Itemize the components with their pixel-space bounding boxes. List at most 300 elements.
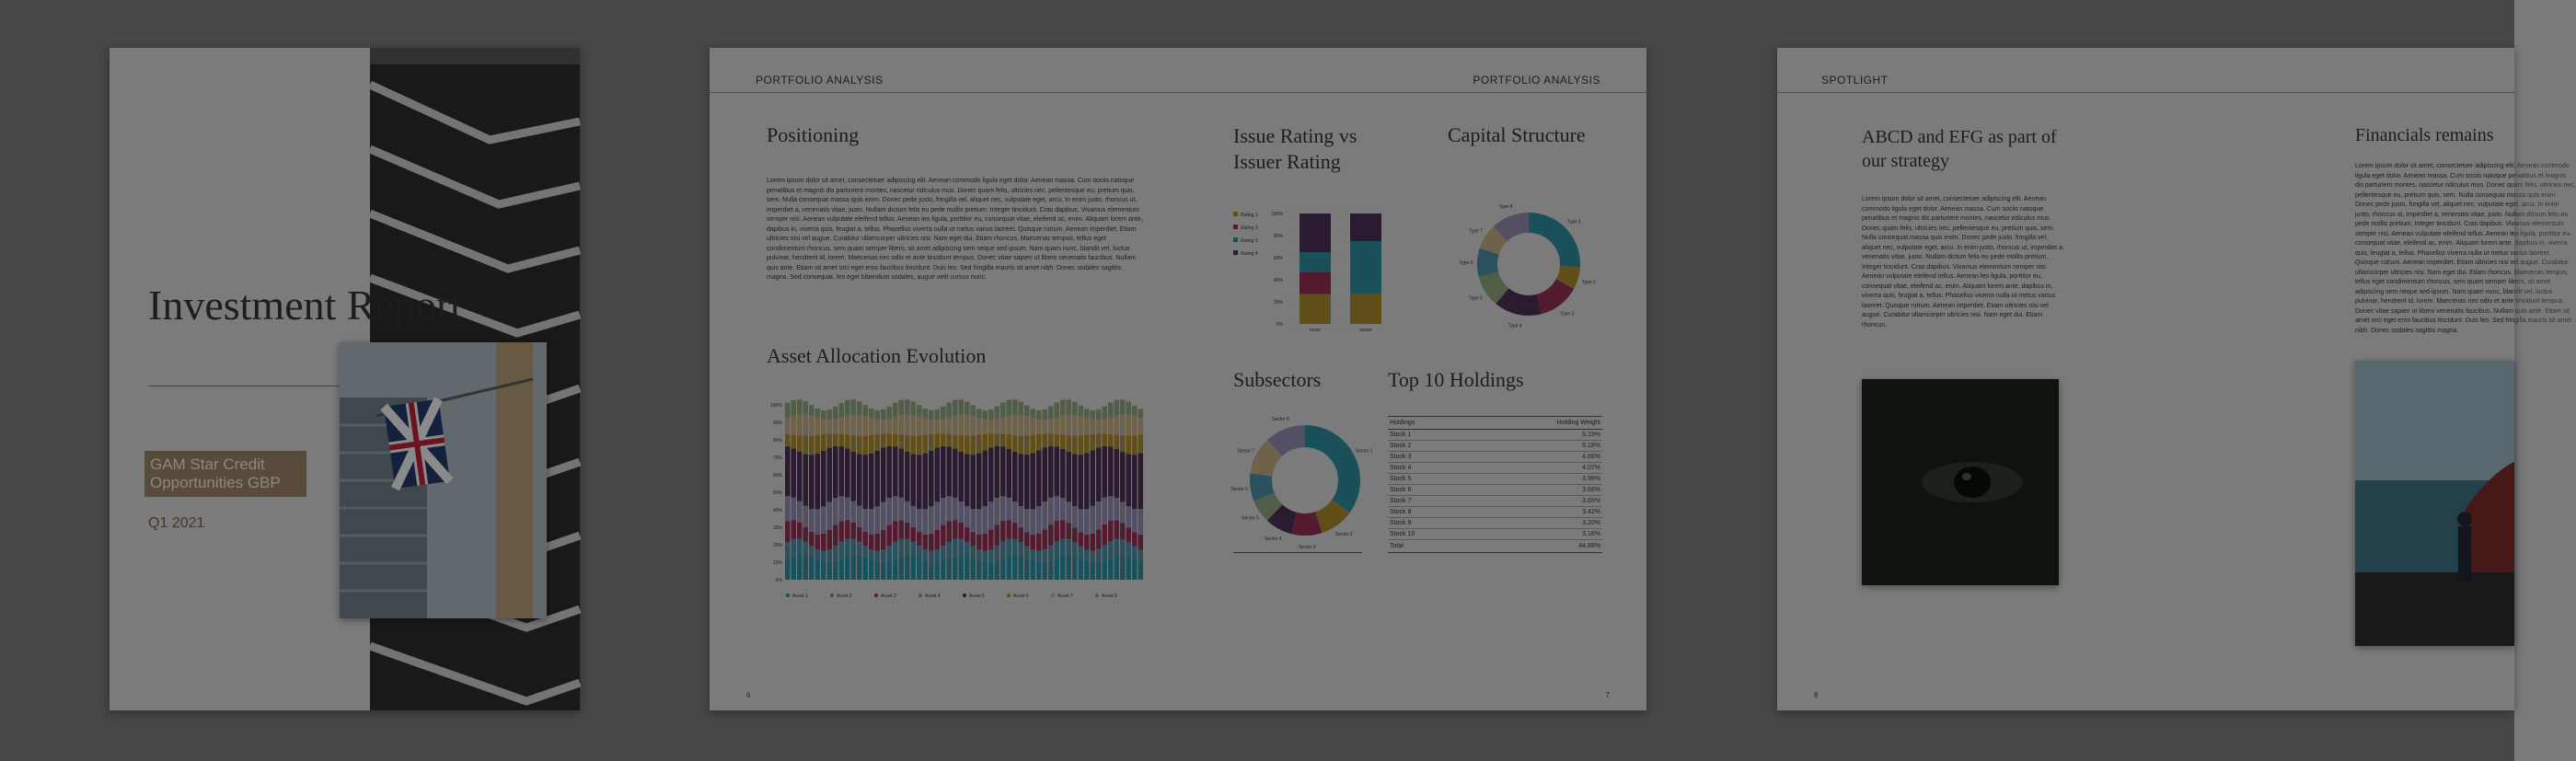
subsectors-title: Subsectors: [1233, 368, 1322, 391]
area-segment: [1108, 434, 1114, 447]
area-segment: [809, 546, 814, 558]
slice-label: Sector 6: [1230, 487, 1248, 493]
area-segment: [1132, 509, 1138, 532]
area-segment: [1103, 406, 1108, 419]
area-segment: [1012, 539, 1018, 556]
area-segment: [1091, 534, 1096, 551]
area-segment: [1072, 402, 1078, 415]
area-segment: [911, 435, 917, 454]
area-segment: [971, 509, 976, 532]
legend-label: Asset 7: [1057, 594, 1073, 599]
area-segment: [809, 435, 814, 455]
area-segment: [1024, 546, 1030, 558]
area-segment: [827, 448, 833, 502]
spotlight-header: SPOTLIGHT: [1821, 74, 1889, 86]
area-segment: [803, 415, 809, 436]
area-segment: [1115, 556, 1120, 580]
area-segment: [917, 416, 922, 435]
area-segment: [1048, 546, 1054, 561]
area-segment: [827, 530, 833, 549]
holdings-total-value: 44.88%: [1578, 543, 1600, 549]
area-segment: [1048, 560, 1054, 580]
legend-swatch: [830, 594, 834, 597]
area-segment: [857, 542, 862, 556]
bar-segment: [1350, 213, 1381, 241]
area-segment: [1067, 523, 1072, 539]
legend-swatch: [1095, 594, 1099, 597]
area-segment: [797, 502, 803, 523]
legend-label: Asset 2: [837, 594, 852, 599]
area-segment: [785, 496, 791, 521]
y-tick-label: 50%: [772, 490, 782, 496]
area-segment: [1115, 539, 1120, 557]
area-segment: [1120, 502, 1126, 523]
area-segment: [863, 435, 869, 455]
area-segment: [941, 498, 946, 525]
area-segment: [887, 498, 893, 525]
spotlight-header-rule: [1777, 92, 2514, 93]
area-segment: [976, 560, 982, 580]
area-segment: [833, 546, 838, 560]
area-segment: [1120, 415, 1126, 436]
area-segment: [1012, 555, 1018, 580]
area-segment: [947, 542, 953, 559]
area-segment: [1043, 433, 1048, 447]
legend-swatch: [1233, 250, 1238, 255]
area-segment: [1072, 506, 1078, 527]
area-segment: [988, 433, 994, 447]
area-segment: [1036, 551, 1042, 562]
area-segment: [995, 546, 1000, 561]
slice-label: Sector 2: [1335, 532, 1353, 538]
holding-weight: 4.66%: [1582, 454, 1600, 460]
area-segment: [821, 551, 826, 562]
area-segment: [881, 409, 886, 420]
area-segment: [988, 447, 994, 502]
area-segment: [869, 454, 874, 510]
area-segment: [1072, 435, 1078, 454]
area-segment: [1031, 509, 1036, 535]
area-segment: [1132, 406, 1138, 417]
area-segment: [893, 403, 898, 418]
area-segment: [881, 448, 886, 502]
area-segment: [1048, 407, 1054, 420]
area-segment: [785, 542, 791, 559]
area-segment: [1024, 509, 1030, 532]
holdings-row: [1388, 529, 1602, 540]
area-segment: [1055, 417, 1060, 433]
area-segment: [845, 539, 850, 557]
area-segment: [1055, 559, 1060, 580]
slice-label: Type 4: [1507, 323, 1522, 329]
y-tick-label: 20%: [1273, 300, 1283, 306]
area-segment: [1031, 535, 1036, 550]
area-segment: [917, 509, 922, 532]
area-segment: [809, 405, 814, 416]
area-segment: [1115, 416, 1120, 435]
y-tick-label: 0%: [1276, 322, 1283, 328]
area-segment: [887, 433, 893, 446]
area-segment: [935, 433, 941, 447]
area-segment: [1036, 450, 1042, 505]
area-segment: [899, 416, 905, 435]
area-segment: [1096, 529, 1102, 548]
area-segment: [1126, 556, 1132, 580]
area-segment: [1120, 523, 1126, 539]
area-segment: [827, 433, 833, 447]
area-segment: [869, 435, 874, 454]
area-segment: [953, 400, 958, 416]
area-segment: [917, 558, 922, 580]
area-segment: [833, 525, 838, 547]
holding-name: Stock 10: [1390, 531, 1415, 537]
area-segment: [869, 418, 874, 435]
area-segment: [863, 416, 869, 435]
legend-label: Rating 2: [1241, 225, 1258, 231]
area-segment: [1079, 416, 1084, 435]
area-segment: [905, 452, 910, 502]
legend-label: Asset 1: [792, 594, 808, 599]
y-tick-label: 20%: [772, 543, 782, 548]
bar-segment: [1300, 294, 1331, 324]
area-segment: [953, 416, 958, 435]
area-segment: [1103, 560, 1108, 580]
holdings-total-label: Total: [1390, 543, 1404, 549]
area-segment: [1079, 455, 1084, 509]
area-segment: [1138, 418, 1144, 434]
slice-label: Sector 4: [1265, 536, 1282, 543]
area-segment: [1007, 449, 1012, 498]
area-segment: [965, 506, 970, 527]
area-segment: [953, 498, 958, 520]
area-segment: [785, 418, 791, 434]
area-segment: [1084, 535, 1090, 550]
bar-segment: [1350, 241, 1381, 294]
y-tick-label: 80%: [1273, 234, 1283, 239]
area-segment: [785, 559, 791, 580]
area-segment: [1138, 560, 1144, 580]
holding-name: Stock 7: [1390, 498, 1412, 504]
area-segment: [803, 454, 809, 505]
area-segment: [839, 434, 845, 446]
area-segment: [893, 434, 898, 446]
area-segment: [821, 420, 826, 434]
area-segment: [839, 496, 845, 521]
area-segment: [1126, 542, 1132, 556]
area-segment: [995, 525, 1000, 546]
eye-image: [1862, 379, 2059, 585]
area-segment: [983, 410, 988, 420]
area-segment: [851, 452, 857, 502]
area-segment: [1060, 400, 1066, 416]
area-segment: [1019, 556, 1024, 580]
area-segment: [1091, 420, 1096, 434]
area-segment: [995, 446, 1000, 498]
area-segment: [995, 433, 1000, 446]
area-segment: [947, 559, 953, 580]
area-segment: [1108, 417, 1114, 433]
area-segment: [815, 549, 821, 559]
area-segment: [791, 448, 797, 497]
area-segment: [863, 455, 869, 509]
area-segment: [1060, 449, 1066, 498]
area-segment: [1120, 452, 1126, 502]
area-segment: [1055, 446, 1060, 496]
area-segment: [1115, 400, 1120, 416]
slice-label: Type 8: [1498, 203, 1513, 210]
slice-label: Sector 7: [1237, 448, 1255, 455]
holding-weight: 3.68%: [1582, 487, 1600, 493]
area-segment: [1036, 506, 1042, 534]
area-segment: [815, 560, 821, 580]
holding-name: Stock 3: [1390, 454, 1412, 460]
area-segment: [941, 525, 946, 546]
area-segment: [1024, 406, 1030, 417]
area-segment: [1031, 418, 1036, 434]
area-segment: [1019, 506, 1024, 527]
area-segment: [929, 534, 934, 551]
area-segment: [845, 498, 850, 521]
area-segment: [1000, 541, 1006, 559]
area-segment: [857, 527, 862, 542]
area-segment: [1000, 496, 1006, 521]
area-segment: [875, 420, 881, 434]
area-segment: [1091, 434, 1096, 451]
area-segment: [875, 410, 881, 420]
rating-chart: [1233, 195, 1417, 342]
legend-label: Rating 1: [1241, 213, 1258, 218]
holdings-header-row: [1388, 417, 1602, 430]
area-segment: [815, 435, 821, 454]
holding-weight: 5.18%: [1582, 443, 1600, 449]
area-segment: [797, 523, 803, 539]
area-segment: [1084, 453, 1090, 509]
slice-label: Type 2: [1581, 279, 1596, 285]
area-segment: [881, 530, 886, 549]
area-segment: [857, 454, 862, 505]
area-segment: [881, 562, 886, 580]
area-segment: [983, 451, 988, 507]
area-segment: [1132, 532, 1138, 546]
area-segment: [1055, 402, 1060, 417]
area-segment: [821, 451, 826, 507]
area-segment: [1067, 555, 1072, 580]
report-title: Investment Report: [148, 282, 463, 329]
area-segment: [815, 509, 821, 534]
area-segment: [1079, 406, 1084, 417]
area-segment: [899, 449, 905, 498]
area-segment: [803, 542, 809, 556]
area-segment: [1103, 446, 1108, 498]
holding-weight: 3.16%: [1582, 531, 1600, 537]
area-segment: [935, 549, 941, 562]
seaside-image: [2355, 361, 2514, 646]
area-segment: [923, 509, 929, 535]
area-segment: [851, 435, 857, 452]
area-segment: [947, 403, 953, 418]
area-segment: [1115, 434, 1120, 448]
holding-weight: 3.99%: [1582, 476, 1600, 482]
legend-label: Asset 3: [881, 594, 896, 599]
area-segment: [1012, 399, 1018, 414]
area-segment: [851, 523, 857, 539]
area-segment: [845, 520, 850, 539]
area-segment: [893, 542, 898, 559]
area-segment: [797, 539, 803, 556]
area-segment: [803, 527, 809, 542]
area-segment: [1091, 506, 1096, 534]
fund-name-badge: GAM Star Credit Opportunities GBP: [144, 451, 306, 497]
area-segment: [976, 509, 982, 535]
area-segment: [1055, 496, 1060, 521]
right-header: PORTFOLIO ANALYSIS: [1473, 74, 1600, 86]
portfolio-analysis-spread: [710, 48, 1646, 710]
area-segment: [815, 454, 821, 510]
area-segment: [941, 407, 946, 420]
area-segment: [821, 506, 826, 534]
area-segment: [893, 496, 898, 521]
donut-slice: [1305, 425, 1360, 513]
area-segment: [791, 539, 797, 557]
area-segment: [959, 399, 965, 414]
area-segment: [815, 535, 821, 549]
area-segment: [797, 435, 803, 452]
area-segment: [911, 542, 917, 556]
area-segment: [1067, 539, 1072, 556]
area-segment: [893, 418, 898, 434]
area-segment: [953, 434, 958, 448]
area-segment: [1000, 559, 1006, 580]
area-segment: [1067, 502, 1072, 523]
y-tick-label: 80%: [772, 438, 782, 444]
area-segment: [935, 420, 941, 433]
area-segment: [893, 446, 898, 496]
area-segment: [959, 415, 965, 435]
area-segment: [947, 446, 953, 496]
seaside-photo: [2355, 361, 2514, 646]
area-segment: [809, 455, 814, 509]
area-segment: [833, 419, 838, 433]
area-segment: [976, 435, 982, 454]
area-segment: [905, 415, 910, 435]
area-segment: [839, 521, 845, 541]
area-segment: [983, 434, 988, 451]
area-segment: [1000, 418, 1006, 434]
area-segment: [983, 506, 988, 534]
area-segment: [791, 520, 797, 539]
area-segment: [869, 560, 874, 580]
area-segment: [881, 420, 886, 433]
area-segment: [1126, 527, 1132, 542]
spotlight-text: Lorem ipsum dolor sit amet, consectetuer adipiscing elit. Aenean commodo ligula eget dolor. Aenean massa. Cum sociis natoque penatibus et magnis dis parturient montes, nascetur ridiculus mus. Donec quam felis, ultricies nec, pellentesque eu, pretium quis, sem. Nulla consequat massa quis enim. Donec pede justo, fringilla vel, aliquet nec, vulputate eget, arcu. In enim justo, rhoncus ut, imperdiet a, venenatis vitae, justo. Nullam dictum felis eu pede mollis pretium. Integer tincidunt. Cras dapibus. Vivamus elementum semper nisi. Aenean vulputate eleifend tellus. Aenean leo ligula, porttitor eu, consequat vitae, eleifend ac, enim. Aliquam lorem ante, dapibus in, viverra quis, feugiat a, tellus. Phasellus viverra nulla ut metus varius laoreet. Quisque rutrum. Aenean imperdiet. Etiam ultricies nisi vel augue. Curabitur ullamcorper ultricies nisi. Nam eget dui. Etiam rhoncus.: [1862, 196, 2064, 329]
area-segment: [971, 405, 976, 416]
area-segment: [959, 539, 965, 556]
area-segment: [1048, 433, 1054, 446]
area-segment: [947, 521, 953, 541]
area-segment: [827, 502, 833, 530]
area-segment: [1103, 525, 1108, 546]
area-segment: [875, 551, 881, 562]
area-segment: [1036, 434, 1042, 451]
area-segment: [923, 435, 929, 454]
area-segment: [869, 509, 874, 534]
area-segment: [1048, 498, 1054, 525]
area-segment: [899, 557, 905, 580]
holding-name: Stock 4: [1390, 465, 1412, 471]
area-segment: [923, 418, 929, 435]
area-segment: [785, 446, 791, 496]
area-segment: [911, 556, 917, 580]
area-segment: [1043, 562, 1048, 580]
area-segment: [1031, 409, 1036, 418]
area-segment: [995, 560, 1000, 580]
area-segment: [988, 502, 994, 529]
area-segment: [1138, 535, 1144, 550]
area-segment: [923, 454, 929, 510]
area-segment: [791, 416, 797, 435]
area-segment: [1043, 529, 1048, 548]
area-segment: [833, 433, 838, 446]
area-segment: [1096, 549, 1102, 562]
spotlight-page: [1777, 48, 2576, 710]
area-segment: [1012, 435, 1018, 452]
slice-label: Sector 5: [1242, 515, 1259, 522]
area-segment: [1084, 549, 1090, 559]
area-segment: [1079, 509, 1084, 532]
area-segment: [983, 420, 988, 434]
holding-name: Stock 9: [1390, 520, 1412, 526]
area-segment: [911, 506, 917, 527]
area-segment: [875, 562, 881, 580]
area-segment: [833, 561, 838, 580]
area-segment: [965, 401, 970, 414]
area-segment: [863, 405, 869, 416]
legend-swatch: [1233, 225, 1238, 229]
area-segment: [1138, 409, 1144, 418]
area-segment: [1055, 541, 1060, 559]
area-segment: [803, 401, 809, 415]
area-segment: [941, 546, 946, 561]
page-number-spotlight: 8: [1814, 691, 1819, 699]
area-segment: [929, 410, 934, 420]
spotlight-title: ABCD and EFG as part of our strategy: [1862, 127, 2057, 171]
area-segment: [1108, 496, 1114, 521]
area-segment: [881, 549, 886, 562]
area-segment: [1072, 556, 1078, 580]
bar-segment: [1300, 252, 1331, 272]
area-segment: [1079, 547, 1084, 559]
area-segment: [971, 416, 976, 435]
area-segment: [917, 455, 922, 509]
holding-name: Stock 5: [1390, 476, 1412, 482]
area-segment: [1091, 562, 1096, 580]
area-segment: [988, 420, 994, 433]
area-segment: [1126, 506, 1132, 527]
area-segment: [1084, 435, 1090, 454]
area-segment: [881, 433, 886, 447]
area-segment: [887, 407, 893, 419]
area-segment: [839, 542, 845, 559]
area-segment: [1072, 542, 1078, 556]
area-segment: [1103, 419, 1108, 433]
area-segment: [1007, 498, 1012, 520]
page-number-right: 7: [1605, 691, 1610, 699]
area-segment: [965, 415, 970, 436]
area-segment: [863, 509, 869, 532]
page-number-left: 6: [746, 691, 751, 699]
area-segment: [863, 558, 869, 580]
area-segment: [976, 454, 982, 510]
